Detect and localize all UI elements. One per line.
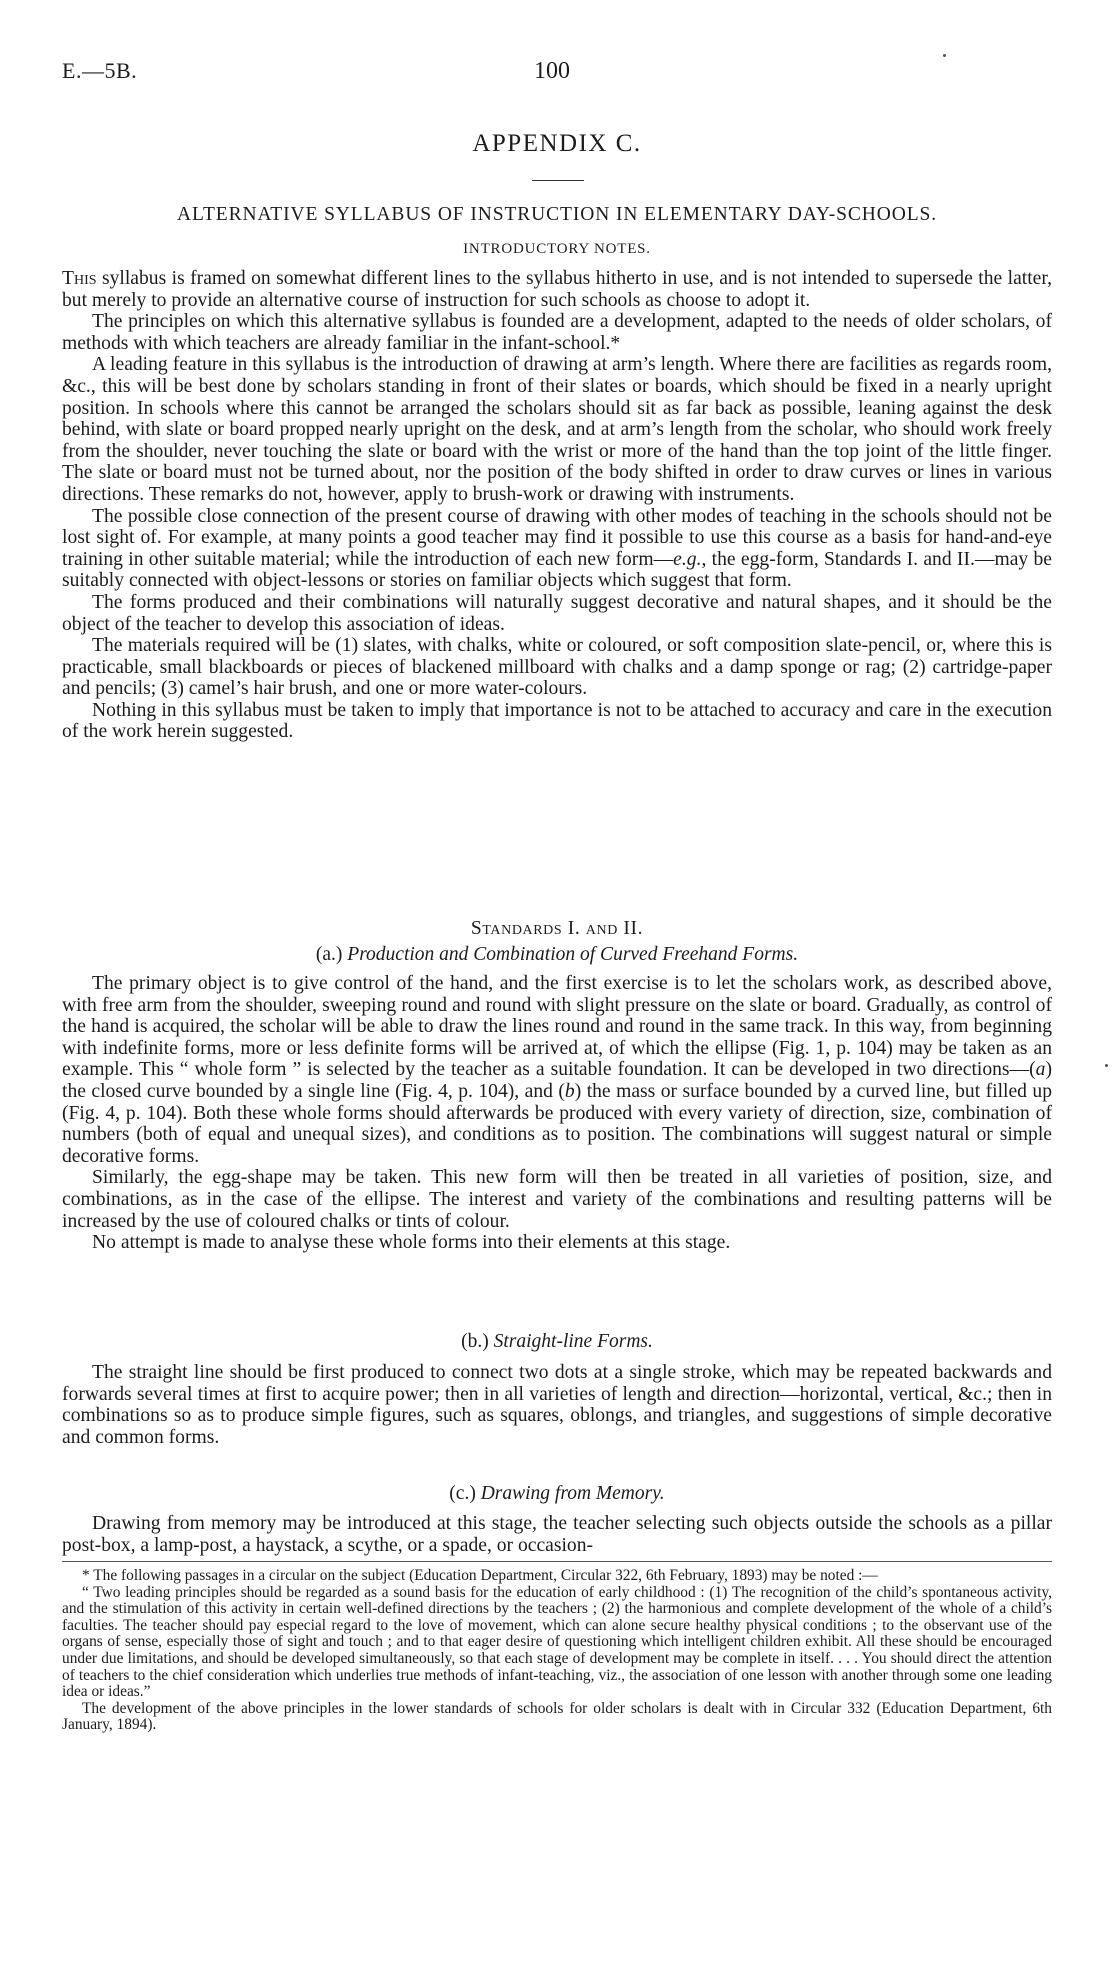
footnote-closing: The development of the above principles in the lower standards of schools for older scholars is dealt with in Circular 332 (Education Department, 6th January, 1894). xyxy=(62,1699,1052,1734)
introductory-heading: INTRODUCTORY NOTES. xyxy=(463,241,651,257)
footnote-quotation: “ Two leading principles should be regarded as a sound basis for the education of early childhood : (1) The recognition of the child’s spontaneous activity, and the stimulation of this activity in certain well-defined directions by the teachers ; (2) the harmonious and complete development of the whole of a child’s faculties. The teacher should pay especial regard to the love of movement, which can alone secure healthy physical conditions ; to the observant use of the organs of sense, especially those of sight and touch ; and to that eager desire of questioning which intelligent children exhibit. All these should be encouraged under due limitations, and should be developed simultaneously, so that each stage of development may be complete in itself. . . . You should direct the attention of teachers to the chief consideration which underlies true methods of infant-teaching, viz., the association of one lesson with another through some one leading idea or ideas.” xyxy=(62,1583,1052,1701)
section-b-body xyxy=(62,1362,1052,1448)
intro-paragraph-4: The possible close connection of the present course of drawing with other modes of teaching in the schools should not be lost sight of. For example, at many points a good teacher may find it possible to use this course as a basis for hand-and-eye training in other suitable material; while the introduction of each new form—e.g., the egg-form, Standards I. and II.—may be suitably connected with object-lessons or stories on familiar objects which suggest that form. xyxy=(62,505,1053,592)
print-speck xyxy=(1105,1064,1108,1067)
intro-paragraph-3: A leading feature in this syllabus is the introduction of drawing at arm’s length. Where there are facilities as regards room, &c., this will be best done by scholars standing in front of their slates or boards, which should be fixed in a nearly upright position. In schools where this cannot be arranged the scholars should sit as far back as possible, leaning against the desk behind, with slate or board propped nearly upright on the desk, and at arm’s length from the scholar, who should work freely from the shoulder, never touching the slate or board with the wrist or more of the hand than the top joint of the little finger. The slate or board must not be turned about, nor the position of the body shifted in order to draw curves or lines in various directions. These remarks do not, however, apply to brush-work or drawing with instruments. xyxy=(62,354,1052,505)
series-reference: E.—5B. xyxy=(62,58,138,83)
main-title: ALTERNATIVE SYLLABUS OF INSTRUCTION IN ELEMENTARY DAY-SCHOOLS. xyxy=(176,204,938,225)
section-a-body xyxy=(62,973,1052,1254)
intro-paragraph-7: Nothing in this syllabus must be taken to imply that importance is not to be attached to accuracy and care in the execution of the work herein suggested. xyxy=(62,699,1052,743)
introductory-notes xyxy=(62,268,1052,743)
print-speck xyxy=(943,54,946,57)
section-b-label: (b.) xyxy=(461,1331,489,1352)
section-a-paragraph-3: No attempt is made to analyse these whole forms into their elements at this stage. xyxy=(92,1232,731,1254)
section-c-paragraph-1: Drawing from memory may be introduced at this stage, the teacher selecting such objects outside the schools as a pillar post-box, a lamp-post, a haystack, a scythe, or a spade, or occasion- xyxy=(62,1513,1052,1556)
section-c-heading xyxy=(0,1483,1114,1505)
section-b-paragraph-1: The straight line should be first produced to connect two dots at a single stroke, which may be repeated backwards and forwards several times at first to acquire power; then in all varieties of length and direction—horizontal, vertical, &c.; then in combinations so as to produce simple figures, such as squares, oblongs, and triangles, and suggestions of simple decorative and common forms. xyxy=(62,1362,1052,1448)
appendix-title: APPENDIX C. xyxy=(472,130,642,157)
footnote-divider xyxy=(62,1561,1052,1562)
footnote-intro: * The following passages in a circular on the subject (Education Department, Circular 322, 6th February, 1893) may be noted :— xyxy=(82,1567,878,1584)
section-c-body xyxy=(62,1513,1052,1556)
intro-paragraph-5: The forms produced and their combinations will naturally suggest decorative and natural shapes, and it should be the object of the teacher to develop this association of ideas. xyxy=(62,591,1052,635)
section-c-title: Drawing from Memory. xyxy=(480,1483,665,1504)
section-a-paragraph-2: Similarly, the egg-shape may be taken. This new form will then be treated in all varieties of position, size, and combinations, as in the case of the ellipse. The interest and variety of the combinations and resulting patterns will be increased by the use of coloured chalks or tints of colour. xyxy=(62,1167,1052,1232)
footnote xyxy=(62,1568,1052,1734)
section-b-heading xyxy=(0,1331,1114,1353)
section-a-heading xyxy=(0,944,1114,966)
section-a-paragraph-1: The primary object is to give control of the hand, and the first exercise is to let the scholars work, as described above, with free arm from the shoulder, sweeping round and round with slight pressure on the slate or board. Gradually, as control of the hand is acquired, the scholar will be able to draw the lines round and round in the same track. In this way, from beginning with indefinite forms, more or less definite forms will be arrived at, of which the ellipse (Fig. 1, p. 104) may be taken as an example. This “ whole form ” is selected by the teacher as a suitable foundation. It can be developed in two directions—(a) the closed curve bounded by a single line (Fig. 4, p. 104), and (b) the mass or surface bounded by a curved line, but filled up (Fig. 4, p. 104). Both these whole forms should afterwards be produced with every variety of direction, size, combination of numbers (both of equal and unequal sizes), and conditions as to position. The combinations will suggest natural or simple decorative forms. xyxy=(62,973,1053,1167)
intro-paragraph-6: The materials required will be (1) slates, with chalks, white or coloured, or soft composition slate-pencil, or, where this is practicable, small blackboards or pieces of blackened millboard with chalks and a damp sponge or rag; (2) cartridge-paper and pencils; (3) camel’s hair brush, and one or more water-colours. xyxy=(62,635,1052,700)
section-c-label: (c.) xyxy=(449,1483,476,1504)
section-a-title: Production and Combination of Curved Freehand Forms. xyxy=(347,944,799,965)
intro-paragraph-2: The principles on which this alternative syllabus is founded are a development, adapted to the needs of older scholars, of methods with which teachers are already familiar in the infant-school.* xyxy=(62,311,1052,354)
drop-word: This xyxy=(62,268,97,289)
standards-heading: Standards I. and II. xyxy=(470,918,644,939)
section-b-title: Straight-line Forms. xyxy=(493,1331,653,1352)
title-divider xyxy=(532,180,584,181)
section-a-label: (a.) xyxy=(315,944,343,965)
page-number: 100 xyxy=(534,58,570,84)
intro-paragraph-1: This syllabus is framed on somewhat different lines to the syllabus hitherto in use, and is not intended to supersede the latter, but merely to provide an alternative course of instruction for such schools as choose to adopt it. xyxy=(62,268,1052,311)
